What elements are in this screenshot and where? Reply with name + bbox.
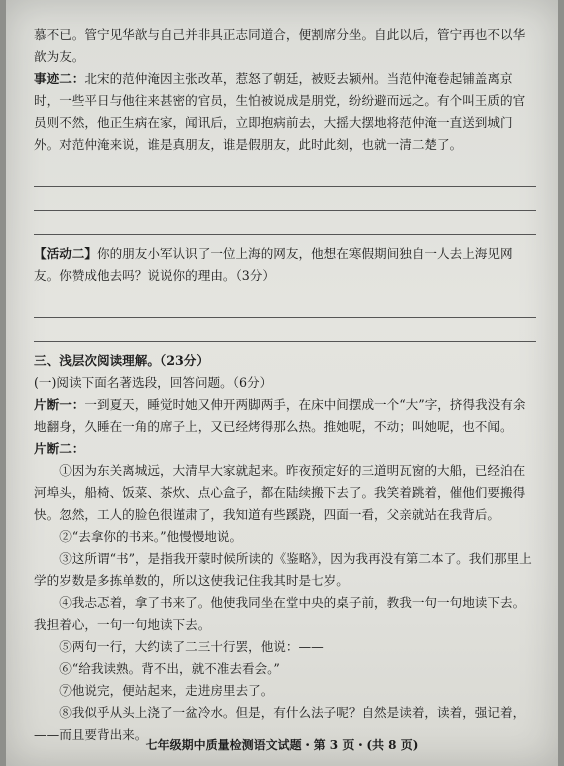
fragment-one-text: 一到夏天，睡觉时她又伸开两脚两手，在床中间摆成一个“大”字，挤得我没有余地翻身，久睡在一角的席子上，又已经烤得那么热。推她呢，不动；叫她呢，也不闻。	[34, 397, 526, 434]
answer-line[interactable]	[34, 319, 536, 342]
answer-line[interactable]	[34, 188, 536, 211]
answer-line[interactable]	[34, 212, 536, 235]
paragraph-8: ⑧我似乎从头上浇了一盆冷水。但是，有什么法子呢？自然是读着，读着，强记着，——而且要背出来。	[34, 705, 526, 742]
section-three-heading: 三、浅层次阅读理解。（23分）	[34, 353, 209, 368]
exam-page	[6, 0, 558, 766]
fragment-one-paragraph	[34, 394, 536, 438]
paragraph-5: ⑤两句一行，大约读了二三十行罢，他说：——	[59, 639, 324, 654]
answer-line[interactable]	[34, 164, 536, 187]
page-footer: 七年级期中质量检测语文试题・第 3 页・(共 8 页)	[145, 738, 419, 752]
subsection-one-heading: (一)阅读下面名著选段，回答问题。（6分）	[34, 375, 273, 390]
story-two-paragraph	[34, 68, 536, 156]
paragraph-2: ②“去拿你的书来。”他慢慢地说。	[59, 529, 243, 544]
answer-lines-activity-one[interactable]	[34, 164, 536, 235]
intro-tail-paragraph: 慕不已。管宁见华歆与自己并非具正志同道合，便割席分坐。自此以后，管宁再也不以华歆为友。	[34, 27, 526, 64]
paragraph-7: ⑦他说完，便站起来，走进房里去了。	[59, 683, 274, 698]
paragraph-6: ⑥“给我读熟。背不出，就不准去看会。”	[59, 661, 280, 676]
paragraph-4: ④我忐忑着，拿了书来了。他使我同坐在堂中央的桌子前，教我一句一句地读下去。我担着心，一句一句地读下去。	[34, 595, 526, 632]
story-two-text: 北宋的范仲淹因主张改革，惹怒了朝廷，被贬去颍州。当范仲淹卷起铺盖离京时，一些平日与他往来甚密的官员，生怕被说成是朋党，纷纷避而远之。有个叫王质的官员则不然，他正生病在家，闻讯后，立即抱病前去，大摇大摆地将范仲淹一直送到城门外。对范仲淹来说，谁是真朋友，谁是假朋友，此时此刻，也就一清二楚了。	[34, 71, 526, 152]
paragraph-1: ①因为东关离城远，大清早大家就起来。昨夜预定好的三道明瓦窗的大船，已经泊在河埠头，船椅、饭菜、茶炊、点心盒子，都在陆续搬下去了。我笑着跳着，催他们要搬得快。忽然，工人的脸色很谨肃了，我知道有些蹊跷，四面一看，父亲就站在我背后。	[34, 463, 526, 522]
activity-two-paragraph	[34, 243, 536, 287]
fragment-two-label: 片断二：	[34, 441, 85, 456]
answer-line[interactable]	[34, 295, 536, 318]
page-content	[34, 24, 536, 746]
story-two-label: 事迹二：	[34, 71, 85, 86]
paragraph-3: ③这所谓“书”，是指我开蒙时候所读的《鉴略》，因为我再没有第二本了。我们那里上学的岁数是多拣单数的，所以这使我记住我其时是七岁。	[34, 551, 532, 588]
fragment-one-label: 片断一：	[34, 397, 85, 412]
activity-two-label: 【活动二】	[34, 246, 97, 261]
answer-lines-activity-two[interactable]	[34, 295, 536, 342]
activity-two-text: 你的朋友小军认识了一位上海的网友，他想在寒假期间独自一人去上海见网友。你赞成他去吗？说说你的理由。（3分）	[34, 246, 513, 283]
